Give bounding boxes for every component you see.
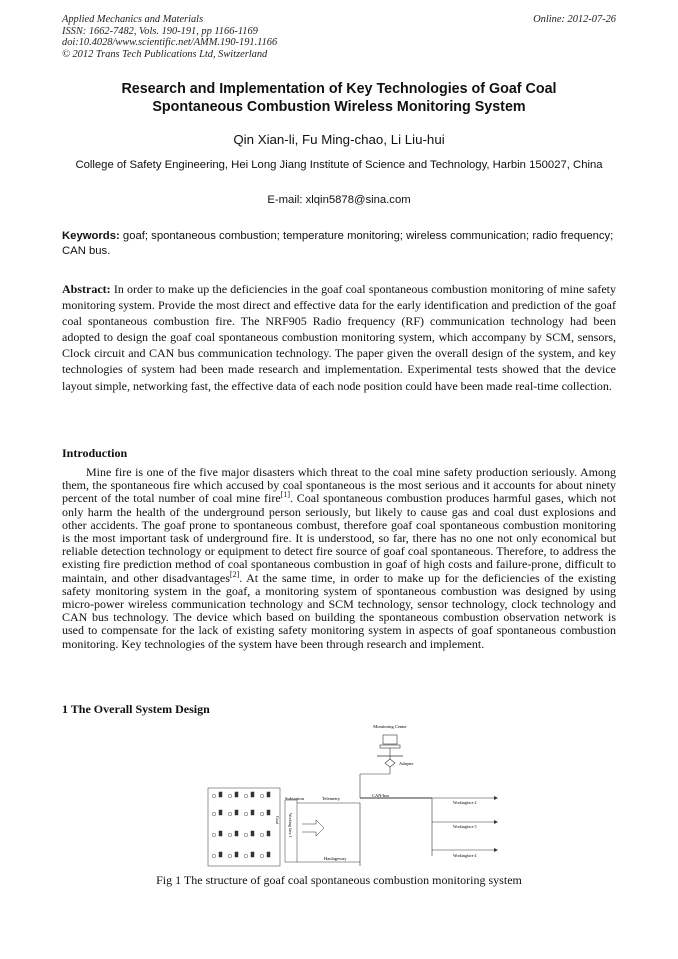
reference-1[interactable]: [1] [280,490,290,500]
authors: Qin Xian-li, Fu Ming-chao, Li Liu-hui [233,132,445,147]
title-line-1: Research and Implementation of Key Technologies of Goaf Coal [121,81,557,97]
sensor-antennas [219,792,270,857]
figure-caption: Fig 1 The structure of goaf coal spontaneous combustion monitoring system [156,873,522,887]
haulageway-label: Haulageway [324,856,347,861]
keywords-text: goaf; spontaneous combustion; temperature monitoring; wireless communication; radio frequency; CAN bus. [62,230,614,257]
adapter-label: Adapter [399,761,414,766]
keyboard-icon [380,745,400,748]
title-line-2: Spontaneous Combustion Wireless Monitoring System [152,98,526,115]
intro-text-2: . Coal spontaneous combustion produces harmful gases, which not only harm the health of the underground person seriously, but likely to cause gas and coal dust explosions and other accidents. The goaf prone to spontaneous combust, therefore goaf coal spontaneous combustion monitoring is the most important task of underground fire. It is understood, so far, there has no one not only economical but reliable detection technology or equipment to detect fire source of goaf coal spontaneous. Therefore, to address the existing fire prediction method of coal spontaneous combustion in goaf of high costs and failure-prone, difficult to maintain, and other disadvantages [62,491,616,585]
adapter-diamond [385,759,395,767]
keywords-label: Keywords: [62,230,120,242]
reference-2[interactable]: [2] [229,569,240,579]
airflow-arrow [302,820,324,836]
email: E-mail: xlqin5878@sina.com [267,194,411,206]
intro-text-1: Mine fire is one of the five major disasters which threat to the coal mine safety production seriously. Among them, the spontaneous fire which accused by coal spontaneous is the most serious and it accounts for about ninety percent of the total number of coal mine fire [62,465,616,506]
workingface-2-label: Workingface 2 [453,800,477,805]
can-bus-label: CAN-bus [372,793,390,798]
doi-line: doi:10.4028/www.scientific.net/AMM.190-191.1166 [62,37,278,49]
abstract-label: Abstract: [62,282,111,296]
workingface-3-label: Workingface 3 [453,824,477,829]
workingface-4-label: Workingface 4 [453,853,477,858]
affiliation: College of Safety Engineering, Hei Long Jiang Institute of Science and Technology, Harbin 150027, China [75,159,603,171]
issn-line: ISSN: 1662-7482, Vols. 190-191, pp 1166-1169 [62,25,258,37]
intro-text-3: . At the same time, in order to make up for the deficiencies of the existing safety monitoring system in the goaf, a monitoring system of spontaneous combustion was designed by using micro-power wireless communication technology and SCM technology, sensor technology, clock technology and CAN bus technology. The device which based on building the spontaneous combustion observation network is used to compensate for the lack of existing safety monitoring system in aspects of goaf spontaneous combustion monitoring. Key technologies of the system have been through research and implement. [62,570,616,651]
substation-label: Substation [285,796,305,801]
journal-header [62,14,616,60]
paper-title [62,81,616,116]
introduction-paragraph [62,466,616,651]
abstract-text: In order to make up the deficiencies in the goaf coal spontaneous combustion monitoring of mine safety monitoring system. Provide the most direct and effective data for the early identification and prediction of the goaf coal spontaneous combustion fire. The NRF905 Radio frequency (RF) communication technology had been adopted to design the goaf coal spontaneous combustion monitoring system, which accompany by SCM, sensors, Clock circuit and CAN bus communication technology. The paper given the overall design of the system, and key technologies of system had been made research and implementation. Experimental tests showed that the device layout simple, networking fast, the effective data of each node position could have been made real-time collection. [62,282,616,393]
sensor-node-grid [212,794,264,858]
working-face-1-label: Working face 1 [288,813,293,838]
abstract-block [62,281,616,394]
monitoring-center-label: Monitoring Center [373,724,407,729]
journal-name: Applied Mechanics and Materials [62,14,204,25]
goaf-label: Goaf [275,816,280,824]
computer-icon [383,735,397,744]
system-structure-figure [200,718,500,868]
online-date: Online: 2012-07-26 [533,14,616,25]
copyright-line: © 2012 Trans Tech Publications Ltd, Switzerland [62,48,268,60]
introduction-heading: Introduction [62,446,128,460]
keywords-block [62,229,616,259]
section-1-heading: 1 The Overall System Design [62,702,210,716]
telemetry-label: Telemetry [322,796,341,801]
introduction-body [62,466,616,651]
